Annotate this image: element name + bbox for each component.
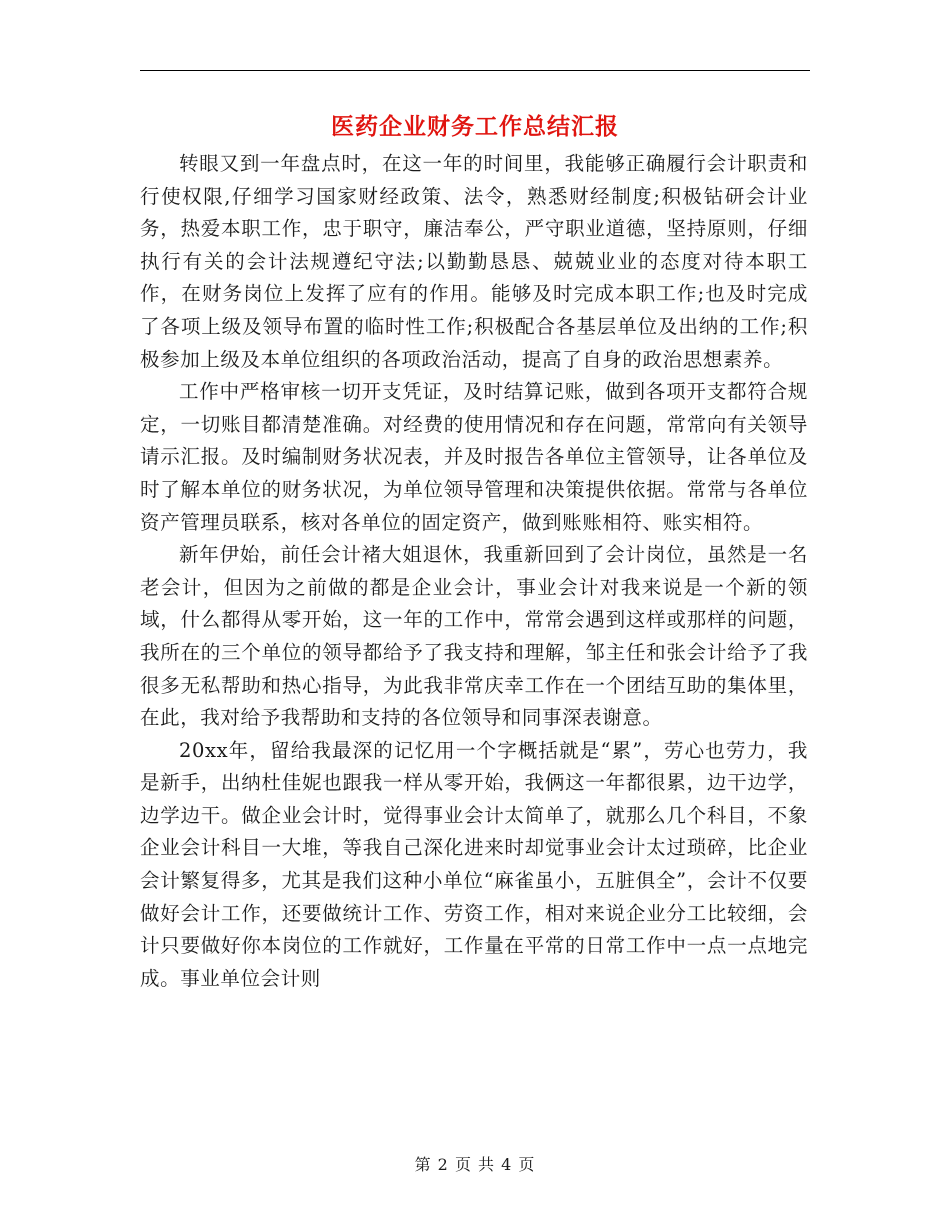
document-body bbox=[140, 148, 808, 995]
header-rule bbox=[140, 70, 810, 71]
paragraph-3: 新年伊始，前任会计褚大姐退休，我重新回到了会计岗位，虽然是一名老会计，但因为之前做的都是企业会计，事业会计对我来说是一个新的领域，什么都得从零开始，这一年的工作中，常常会遇到这样或那样的问题，我所在的三个单位的领导都给予了我支持和理解，邹主任和张会计给予了我很多无私帮助和热心指导，为此我非常庆幸工作在一个团结互助的集体里，在此，我对给予我帮助和支持的各位领导和同事深表谢意。 bbox=[140, 543, 808, 730]
paragraph-4: 20xx年，留给我最深的记忆用一个字概括就是“累”，劳心也劳力，我是新手，出纳杜佳妮也跟我一样从零开始，我俩这一年都很累，边干边学，边学边干。做企业会计时，觉得事业会计太简单了，就那么几个科目，不象企业会计科目一大堆，等我自己深化进来时却觉事业会计太过琐碎，比企业会计繁复得多，尤其是我们这种小单位“麻雀虽小，五脏俱全”，会计不仅要做好会计工作，还要做统计工作、劳资工作，相对来说企业分工比较细，会计只要做好你本岗位的工作就好，工作量在平常的日常工作中一点一点地完成。事业单位会计则 bbox=[140, 738, 808, 990]
paragraph-1: 转眼又到一年盘点时，在这一年的时间里，我能够正确履行会计职责和行使权限,仔细学习国家财经政策、法令，熟悉财经制度;积极钻研会计业务，热爱本职工作，忠于职守，廉洁奉公，严守职业道德，坚持原则，仔细执行有关的会计法规遵纪守法;以勤勤恳恳、兢兢业业的态度对待本职工作，在财务岗位上发挥了应有的作用。能够及时完成本职工作;也及时完成了各项上级及领导布置的临时性工作;积极配合各基层单位及出纳的工作;积极参加上级及本单位组织的各项政治活动，提高了自身的政治思想素养。 bbox=[140, 152, 808, 371]
page-number: 第 2 页 共 4 页 bbox=[414, 1155, 536, 1174]
document-title: 医药企业财务工作总结汇报 bbox=[331, 113, 619, 140]
paragraph-2: 工作中严格审核一切开支凭证，及时结算记账，做到各项开支都符合规定，一切账目都清楚准确。对经费的使用情况和存在问题，常常向有关领导请示汇报。及时编制财务状况表，并及时报告各单位主管领导，让各单位及时了解本单位的财务状况，为单位领导管理和决策提供依据。常常与各单位资产管理员联系，核对各单位的固定资产，做到账账相符、账实相符。 bbox=[140, 380, 808, 534]
